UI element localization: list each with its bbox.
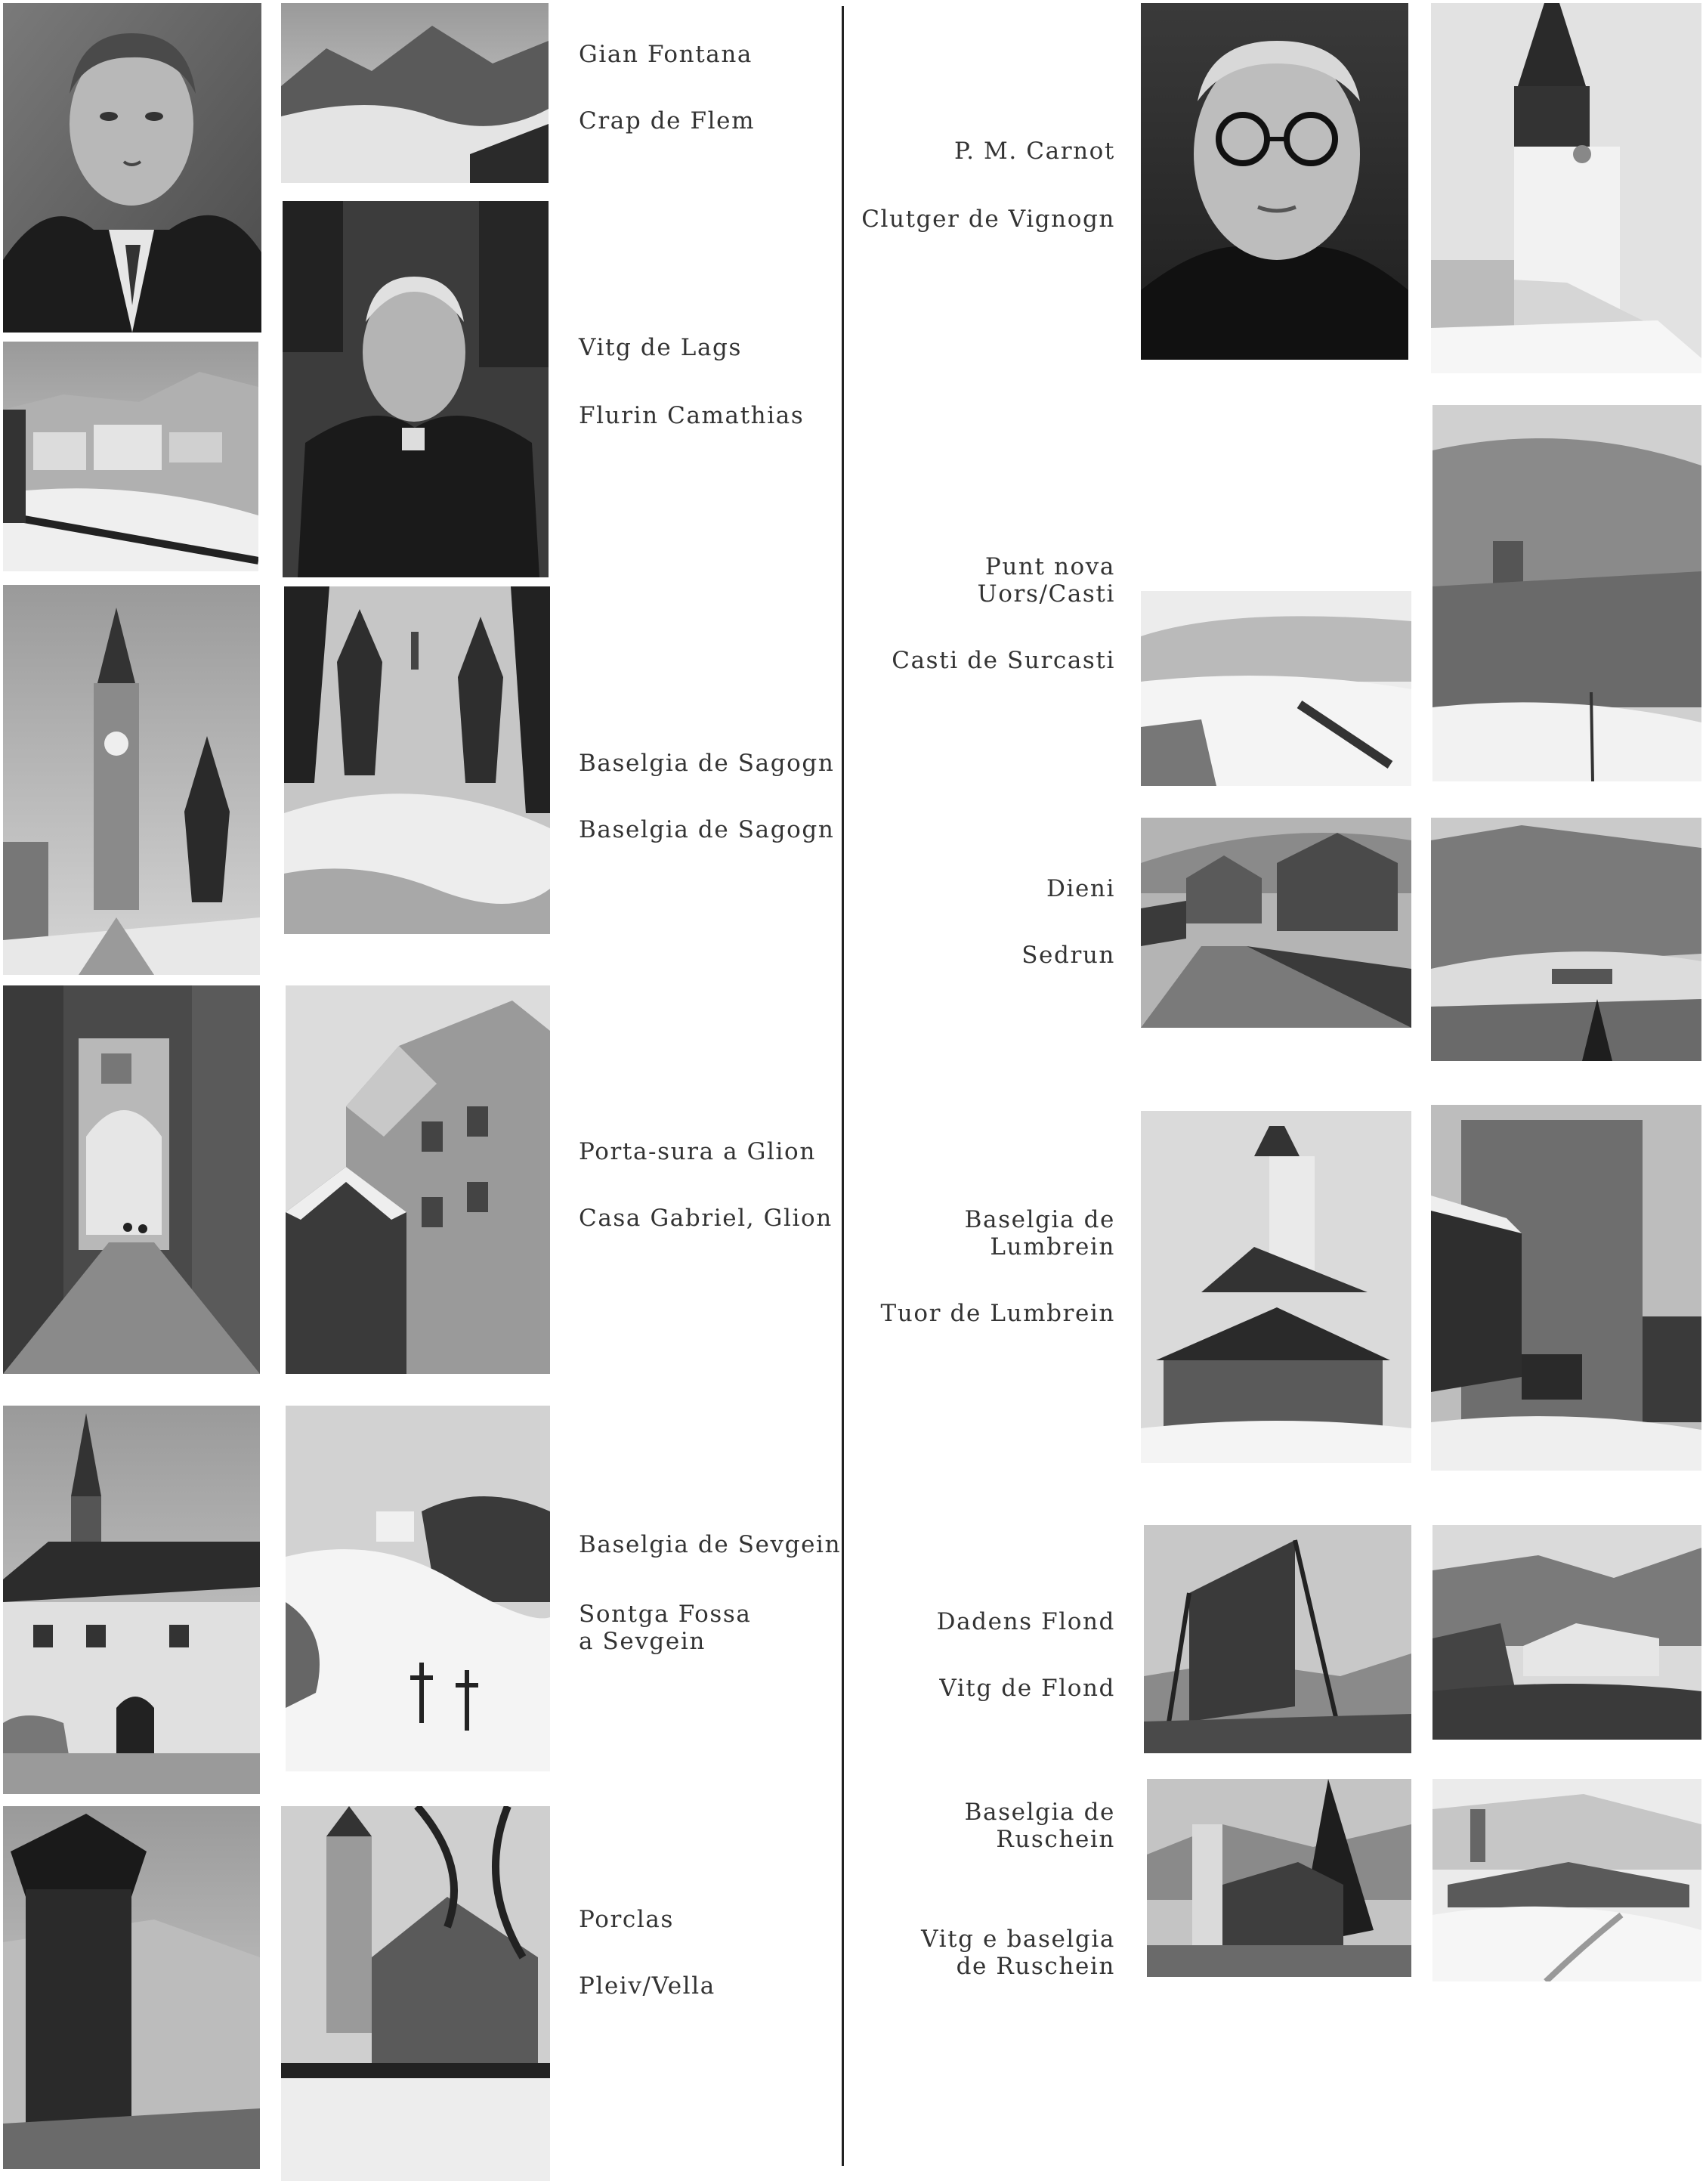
photo-p-m-carnot [1141,3,1408,360]
photo-baselgia-de-ruschein [1147,1779,1411,1977]
photo-flurin-camathias [283,201,549,577]
photo-vitg-de-lags [3,342,258,571]
caption-casti-de-surcasti: Casti de Surcasti [892,647,1115,674]
caption-baselgia-de-lumbrein: Baselgia de Lumbrein [964,1206,1115,1261]
column-divider [842,6,844,2166]
photo-clutger-de-vignogn [1431,3,1701,373]
caption-sontga-fossa-sevgein: Sontga Fossa a Sevgein [579,1601,752,1655]
caption-baselgia-de-sevgein: Baselgia de Sevgein [579,1531,842,1558]
photo-sedrun [1431,818,1701,1061]
photo-dieni [1141,818,1411,1028]
photo-pleiv-vella [281,1806,550,2181]
photo-vitg-de-flond [1432,1525,1701,1740]
caption-vitg-de-lags: Vitg de Lags [579,334,742,361]
caption-baselgia-de-sagogn-2: Baselgia de Sagogn [579,816,835,843]
photo-punt-nova-uors-casti [1141,591,1411,786]
photo-porta-sura-glion [3,985,260,1374]
photo-baselgia-de-lumbrein [1141,1111,1411,1463]
photo-porclas [3,1806,260,2169]
caption-vitg-de-flond: Vitg de Flond [939,1675,1115,1702]
photo-baselgia-de-sagogn-tower [3,585,260,975]
caption-porclas: Porclas [579,1906,674,1933]
caption-gian-fontana: Gian Fontana [579,41,753,68]
photo-portrait-gian-fontana [3,3,261,333]
photo-casti-de-surcasti [1432,405,1701,781]
caption-dieni: Dieni [1046,875,1115,902]
caption-sedrun: Sedrun [1021,942,1115,969]
caption-p-m-carnot: P. M. Carnot [953,138,1115,165]
photo-crap-de-flem [281,3,549,183]
photo-casa-gabriel-glion [286,985,550,1374]
caption-pleiv-vella: Pleiv/Vella [579,1972,715,2000]
photo-dadens-flond [1144,1525,1411,1753]
caption-punt-nova-uors-casti: Punt nova Uors/Casti [977,553,1115,608]
caption-baselgia-de-ruschein: Baselgia de Ruschein [964,1799,1115,1853]
caption-crap-de-flem: Crap de Flem [579,107,756,135]
caption-porta-sura-glion: Porta-sura a Glion [579,1138,816,1165]
caption-vitg-e-baselgia-de-ruschein: Vitg e baselgia de Ruschein [921,1926,1115,1980]
photo-sontga-fossa-sevgein [286,1406,550,1771]
photo-vitg-e-baselgia-de-ruschein [1432,1779,1701,1981]
photo-baselgia-de-sevgein [3,1406,260,1794]
caption-flurin-camathias: Flurin Camathias [579,402,805,429]
caption-dadens-flond: Dadens Flond [936,1608,1115,1635]
photo-tuor-de-lumbrein [1431,1105,1701,1471]
caption-tuor-de-lumbrein: Tuor de Lumbrein [880,1300,1115,1327]
caption-clutger-de-vignogn: Clutger de Vignogn [861,206,1115,233]
caption-casa-gabriel-glion: Casa Gabriel, Glion [579,1205,833,1232]
photo-baselgia-de-sagogn-forest [284,586,550,934]
caption-baselgia-de-sagogn-1: Baselgia de Sagogn [579,750,835,777]
